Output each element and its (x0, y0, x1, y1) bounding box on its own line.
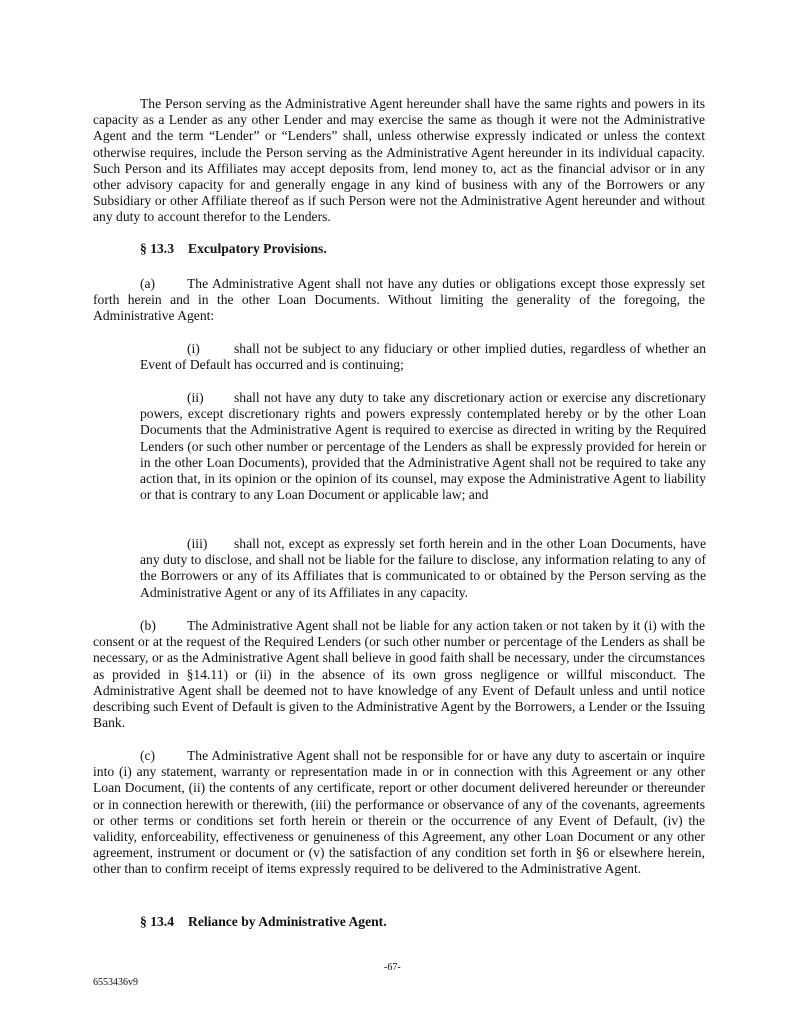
clause-i-marker: (i) (187, 341, 200, 356)
paragraph-b (93, 618, 705, 731)
paragraph-c-marker: (c) (140, 748, 156, 763)
clause-iii-marker: (iii) (187, 536, 208, 551)
intro-paragraph: The Person serving as the Administrative Agent hereunder shall have the same rights and powers in its capacity as a Lender as any other Lender and may exercise the same as though it were not the Administrative Agent and the term “Lender” or “Lenders” shall, unless otherwise expressly indicated or unless the context otherwise requires, include the Person serving as the Administrative Agent hereunder in its individual capacity. Such Person and its Affiliates may accept deposits from, lend money to, act as the financial advisor or in any other advisory capacity for and generally engage in any kind of business with any of the Borrowers or any Subsidiary or other Affiliate thereof as if such Person were not the Administrative Agent hereunder and without any duty to account therefor to the Lenders. (93, 96, 705, 225)
paragraph-b-marker: (b) (140, 618, 156, 633)
section-13-4-title: Reliance by Administrative Agent. (188, 914, 387, 929)
paragraph-c-text: The Administrative Agent shall not be responsible for or have any duty to ascertain or inquire into (i) any statement, warranty or representation made in or in connection with this Agreement or any other Loan Document, (ii) the contents of any certificate, report or other document delivered hereunder or thereunder or in connection herewith or therewith, (iii) the performance or observance of any of the covenants, agreements or other terms or conditions set forth herein or therein or the occurrence of any Event of Default, (iv) the validity, enforceability, effectiveness or genuineness of this Agreement, any other Loan Document or any other agreement, instrument or document or (v) the satisfaction of any condition set forth in §6 or elsewhere herein, other than to confirm receipt of items expressly required to be delivered to the Administrative Agent. (93, 748, 705, 877)
paragraph-a-marker: (a) (140, 276, 156, 291)
clause-ii-marker: (ii) (187, 390, 204, 405)
clause-ii-text: shall not have any duty to take any discretionary action or exercise any discretionary powers, except discretionary rights and powers expressly contemplated hereby or by the other Loan Documents that the Administrative Agent is required to exercise as directed in writing by the Required Lenders (or such other number or percentage of the Lenders as shall be expressly provided for herein or in the other Loan Documents), provided that the Administrative Agent shall not be required to take any action that, in its opinion or the opinion of its counsel, may expose the Administrative Agent to liability or that is contrary to any Loan Document or applicable law; and (140, 390, 706, 503)
clause-i (140, 341, 706, 373)
paragraph-a (93, 276, 705, 325)
paragraph-a-text: The Administrative Agent shall not have any duties or obligations except those expressly set forth herein and in the other Loan Documents. Without limiting the generality of the foregoing, the Administrative Agent: (93, 276, 705, 324)
section-13-3-number: § 13.3 (140, 241, 174, 256)
paragraph-b-text: The Administrative Agent shall not be liable for any action taken or not taken by it (i) with the consent or at the request of the Required Lenders (or such other number or percentage of the Lenders as shall be necessary, or as the Administrative Agent shall believe in good faith shall be necessary, under the circumstances as provided in §14.11) or (ii) in the absence of its own gross negligence or willful misconduct. The Administrative Agent shall be deemed not to have knowledge of any Event of Default unless and until notice describing such Event of Default is given to the Administrative Agent by the Borrowers, a Lender or the Issuing Bank. (93, 618, 705, 731)
document-id: 6553436v9 (93, 977, 138, 988)
page-number: -67- (384, 962, 401, 973)
clause-iii (140, 536, 706, 601)
section-13-4-number: § 13.4 (140, 914, 174, 929)
clause-i-text: shall not be subject to any fiduciary or other implied duties, regardless of whether an Event of Default has occurred and is continuing; (140, 341, 706, 373)
paragraph-c (93, 748, 705, 878)
section-13-3-title: Exculpatory Provisions. (188, 241, 327, 256)
clause-iii-text: shall not, except as expressly set forth herein and in the other Loan Documents, have any duty to disclose, and shall not be liable for the failure to disclose, any information relating to any of the Borrowers or any of its Affiliates that is communicated to or obtained by the Person serving as the Administrative Agent or any of its Affiliates in any capacity. (140, 536, 706, 600)
section-13-3-heading (140, 241, 327, 257)
clause-ii (140, 390, 706, 503)
section-13-4-heading (140, 914, 387, 930)
